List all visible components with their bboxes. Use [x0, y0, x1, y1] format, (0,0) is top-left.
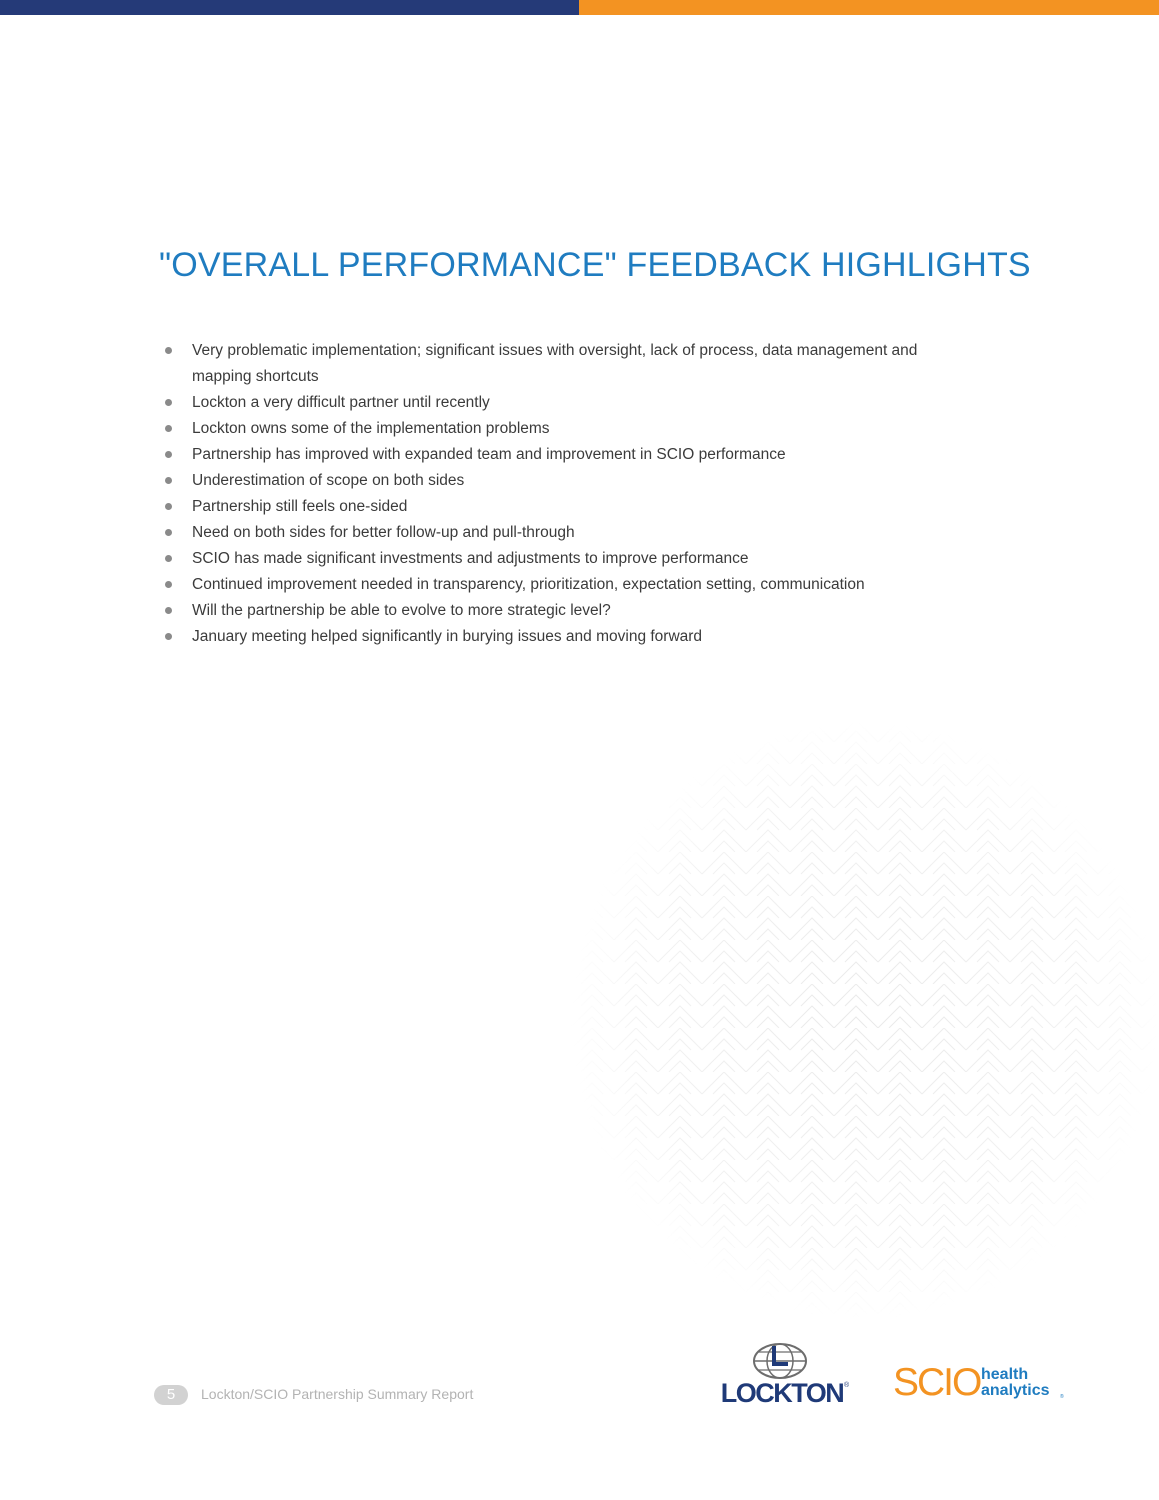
feedback-bullet-list — [163, 338, 943, 650]
list-item-text: Will the partnership be able to evolve to more strategic level? — [192, 602, 611, 619]
list-item-text: Lockton owns some of the implementation problems — [192, 420, 550, 437]
list-item-text: January meeting helped significantly in burying issues and moving forward — [192, 628, 703, 645]
bullet-icon — [165, 399, 172, 406]
bullet-icon — [165, 607, 172, 614]
bullet-icon — [165, 477, 172, 484]
bullet-icon — [165, 529, 172, 536]
list-item-text: Continued improvement needed in transparency, prioritization, expectation setting, communication — [192, 576, 865, 593]
background-chevron-pattern — [570, 720, 1159, 1320]
list-item — [163, 390, 943, 416]
top-bar-orange — [579, 0, 1159, 15]
scio-wordmark: SCIO — [893, 1361, 981, 1404]
top-bar-blue — [0, 0, 579, 15]
list-item — [163, 494, 943, 520]
list-item-text: Very problematic implementation; significant issues with oversight, lack of process, data management and mapping shortcuts — [192, 342, 918, 385]
list-item — [163, 624, 943, 650]
list-item — [163, 520, 943, 546]
footer-report-title: Lockton/SCIO Partnership Summary Report — [201, 1386, 474, 1402]
bullet-icon — [165, 555, 172, 562]
list-item-text: Underestimation of scope on both sides — [192, 472, 465, 489]
scio-logo — [893, 1361, 1073, 1411]
list-item — [163, 572, 943, 598]
lockton-logo — [714, 1342, 854, 1408]
page-title: "OVERALL PERFORMANCE" FEEDBACK HIGHLIGHTS — [159, 246, 1031, 284]
list-item — [163, 338, 943, 390]
list-item-text: Partnership has improved with expanded team and improvement in SCIO performance — [192, 446, 786, 463]
scio-tagline — [981, 1367, 1049, 1399]
bullet-icon — [165, 503, 172, 510]
list-item — [163, 598, 943, 624]
list-item — [163, 546, 943, 572]
list-item-text: Lockton a very difficult partner until recently — [192, 394, 490, 411]
bullet-icon — [165, 581, 172, 588]
lockton-registered-mark: ® — [844, 1382, 850, 1389]
bullet-icon — [165, 633, 172, 640]
list-item-text: SCIO has made significant investments and adjustments to improve performance — [192, 550, 749, 567]
list-item — [163, 416, 943, 442]
top-color-bar — [0, 0, 1159, 15]
bullet-icon — [165, 451, 172, 458]
list-item — [163, 468, 943, 494]
lockton-wordmark: LOCKTON — [720, 1378, 844, 1408]
bullet-icon — [165, 347, 172, 354]
bullet-icon — [165, 425, 172, 432]
scio-tagline-health: health — [981, 1366, 1029, 1383]
globe-icon — [752, 1342, 808, 1380]
page-number-badge: 5 — [154, 1385, 188, 1405]
scio-tagline-analytics: analytics — [981, 1382, 1050, 1399]
list-item-text: Need on both sides for better follow-up and pull-through — [192, 524, 575, 541]
list-item-text: Partnership still feels one-sided — [192, 498, 408, 515]
list-item — [163, 442, 943, 468]
scio-registered-mark: ® — [1060, 1394, 1064, 1400]
